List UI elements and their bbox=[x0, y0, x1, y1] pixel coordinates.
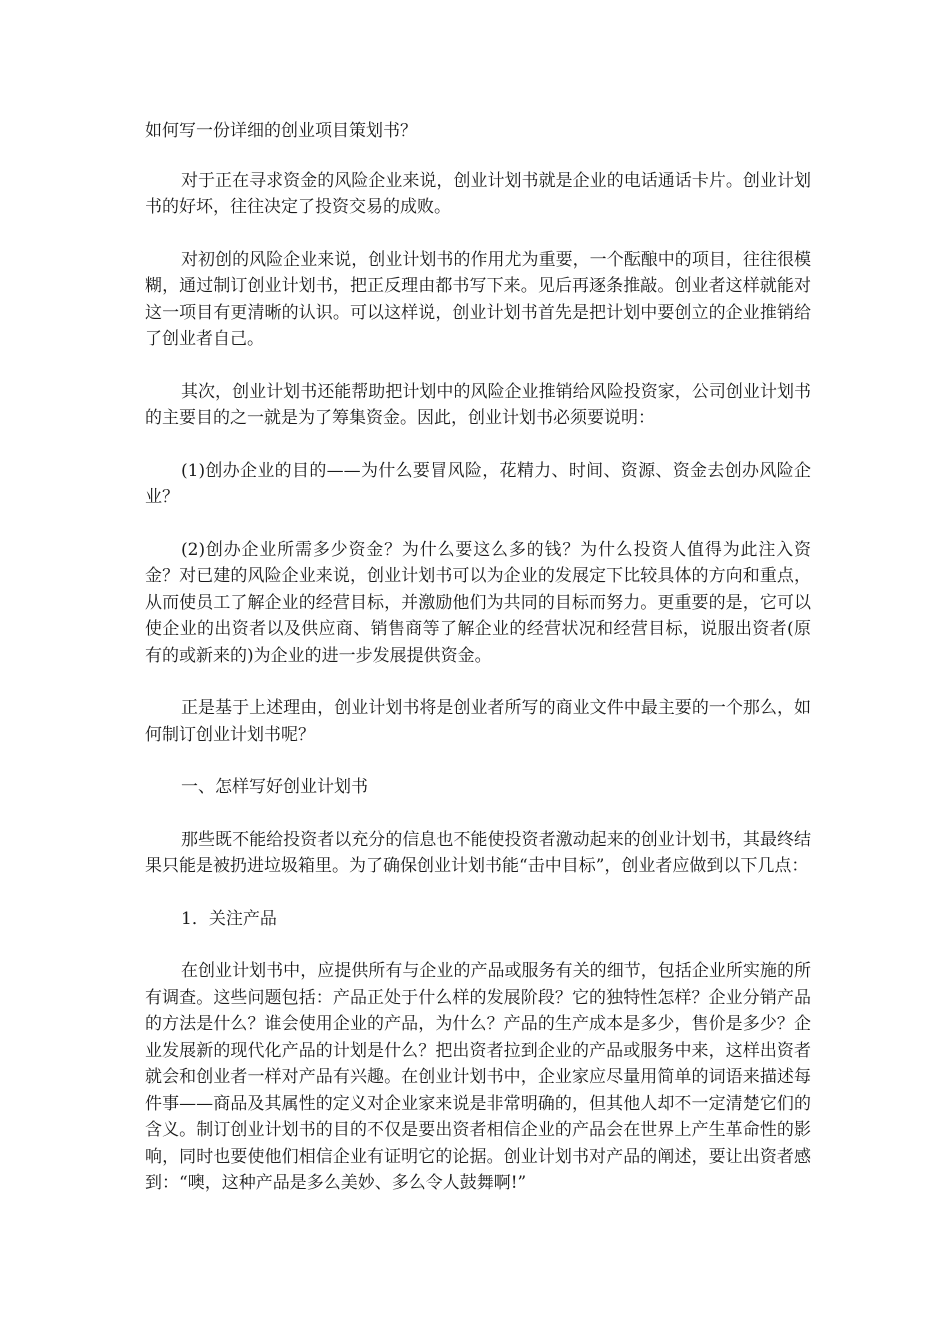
paragraph-product-details: 在创业计划书中，应提供所有与企业的产品或服务有关的细节，包括企业所实施的所有调查。这些问题包括：产品正处于什么样的发展阶段？它的独特性怎样？企业分销产品的方法是什么？谁会使用企业的产品，为什么？产品的生产成本是多少，售价是多少？企业发展新的现代化产品的计划是什么？把出资者拉到企业的产品或服务中来，这样出资者就会和创业者一样对产品有兴趣。在创业计划书中，企业家应尽量用简单的词语来描述每件事——商品及其属性的定义对企业家来说是非常明确的，但其他人却不一定清楚它们的含义。制订创业计划书的目的不仅是要出资者相信企业的产品会在世界上产生革命性的影响，同时也要使他们相信企业有证明它的论据。创业计划书对产品的阐述，要让出资者感到：“噢，这种产品是多么美妙、多么令人鼓舞啊!” bbox=[145, 961, 811, 1193]
document-body bbox=[145, 118, 811, 1197]
document-title: 如何写一份详细的创业项目策划书？ bbox=[145, 121, 417, 141]
paragraph-transition: 正是基于上述理由，创业计划书将是创业者所写的商业文件中最主要的一个那么，如何制订创业计划书呢？ bbox=[145, 698, 811, 745]
paragraph-point-1: (1)创办企业的目的——为什么要冒风险，花精力、时间、资源、资金去创办风险企业？ bbox=[145, 460, 811, 507]
paragraph-funding-intro: 对于正在寻求资金的风险企业来说，创业计划书就是企业的电话通话卡片。创业计划书的好坏，往往决定了投资交易的成败。 bbox=[145, 170, 811, 217]
paragraph-point-2: (2)创办企业所需多少资金？为什么要这么多的钱？为什么投资人值得为此注入资金？对已建的风险企业来说，创业计划书可以为企业的发展定下比较具体的方向和重点，从而使员工了解企业的经营目标，并激励他们为共同的目标而努力。更重要的是，它可以使企业的出资者以及供应商、销售商等了解企业的经营状况和经营目标，说服出资者(原有的或新来的)为企业的进一步发展提供资金。 bbox=[145, 539, 811, 666]
subsection-heading-product: 1．关注产品 bbox=[181, 908, 277, 929]
paragraph-investor-pitch: 其次，创业计划书还能帮助把计划中的风险企业推销给风险投资家，公司创业计划书的主要目的之一就是为了筹集资金。因此，创业计划书必须要说明： bbox=[145, 381, 811, 428]
section-heading-1: 一、怎样写好创业计划书 bbox=[181, 777, 368, 797]
paragraph-hit-target: 那些既不能给投资者以充分的信息也不能使投资者激动起来的创业计划书，其最终结果只能是被扔进垃圾箱里。为了确保创业计划书能“击中目标”，创业者应做到以下几点： bbox=[145, 829, 811, 876]
paragraph-startup-importance: 对初创的风险企业来说，创业计划书的作用尤为重要，一个酝酿中的项目，往往很模糊，通过制订创业计划书，把正反理由都书写下来。见后再逐条推敲。创业者这样就能对这一项目有更清晰的认识。可以这样说，创业计划书首先是把计划中要创立的企业推销给了创业者自己。 bbox=[145, 249, 811, 349]
